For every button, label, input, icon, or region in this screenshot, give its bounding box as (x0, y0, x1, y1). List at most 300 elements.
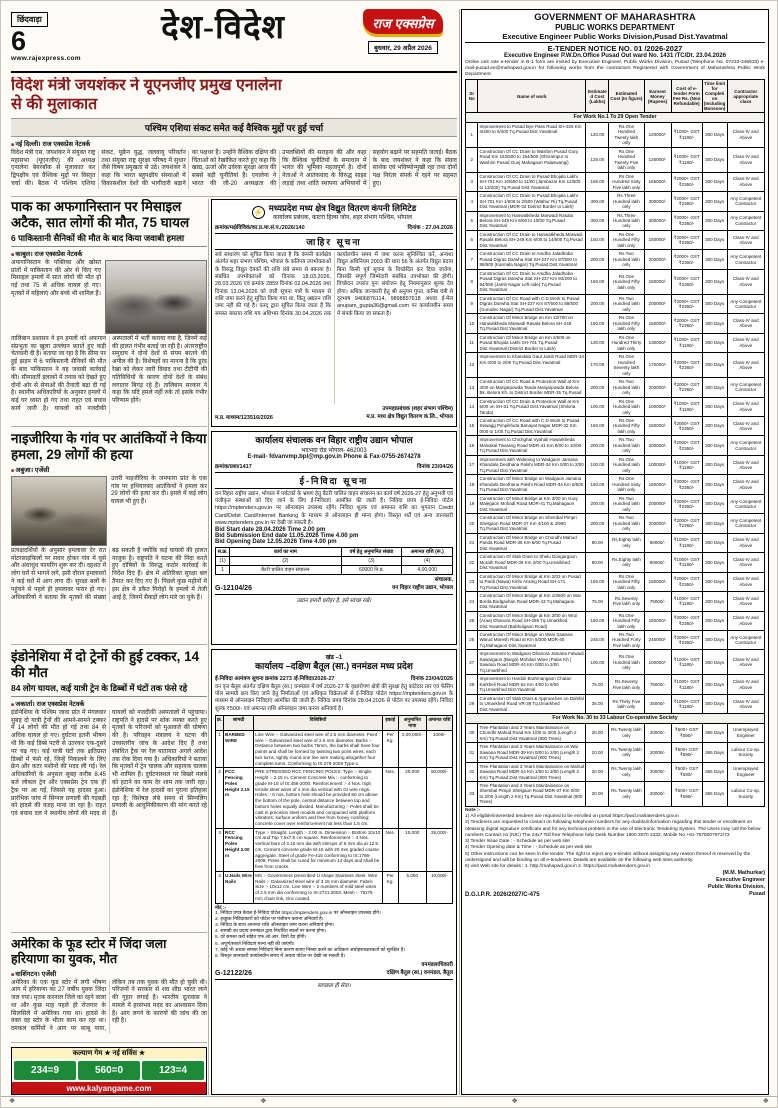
maha-emd-cell: 170000/- (644, 353, 671, 378)
maha-work-row (466, 436, 765, 455)
maha-work-row (466, 172, 765, 191)
maha-fee-cell: ₹2000+ GST ₹2360/- (671, 514, 702, 533)
maha-days-cell: 300 Days (702, 294, 727, 313)
maha-costwords-cell: Rs.One Hundred Fifty lakh only (609, 314, 644, 333)
maha-sr-cell: 10 (466, 314, 478, 333)
signatory-line: वनमंडलाधिकारी (421, 962, 453, 969)
maha-cost-cell: 200.00 (586, 294, 609, 313)
maha-fee-cell: ₹500+ GST ₹590/- (671, 762, 702, 781)
maha-days-cell: 300 Days (702, 250, 727, 269)
maha-class-cell: Labour Co-op. Society (727, 781, 764, 806)
maha-costwords-cell: Rs.One Hundred Fifty lakh only (609, 417, 644, 436)
article-america-fire (11, 937, 207, 1043)
maha-fee-cell: ₹2000+ GST ₹2360/- (671, 172, 702, 191)
maha-emd-cell: 150000/- (644, 611, 671, 630)
lottery-website-link[interactable]: www.kalyangame.com (12, 1082, 206, 1094)
vanvihar-table-header-row (216, 548, 453, 557)
maha-class-cell: Class-IV and Above (727, 333, 764, 352)
maha-cost-cell: 165.00 (586, 172, 609, 191)
pak-subhead: 6 पाकिस्तानी सैनिकों की मौत के बाद किया जवाबी हमला (11, 233, 207, 247)
maha-header-cell: Estimated Cost (In figure) (609, 80, 644, 113)
maha-fee-cell: ₹1000+ GST ₹1180/- (671, 333, 702, 352)
electricity-public-notice (211, 199, 457, 427)
maha-days-cell: 300 Days (702, 397, 727, 416)
betul-emd-cell: 50,000/- (426, 768, 452, 828)
maha-cost-cell: 200.00 (586, 436, 609, 455)
maha-cost-cell: 160.00 (586, 475, 609, 494)
lead-byline: ■ नई दिल्ली। राज एक्सप्रेस नेटवर्क (11, 139, 457, 148)
maha-days-cell: 300 Days (702, 514, 727, 533)
maha-cost-cell: 100.00 (586, 455, 609, 474)
maha-class-cell: Any Competent Contractor (727, 436, 764, 455)
vanvihar-tender-notice (211, 431, 457, 645)
betul-unit-cell: Per Kg. (382, 730, 398, 767)
signatory-line: उपमहाप्रबंधक (शहर संभाग पश्चिम) (382, 406, 453, 413)
maha-workname-cell: Construction Of Slab Drain to Shelu Dongargaon Morath Road MDR-39 Km 2/00 Tq.Umarkhed Dist.Yavatmal (478, 553, 586, 572)
betul-table-header-row (216, 715, 453, 730)
maha-cost-cell: 130.00 (586, 333, 609, 352)
betul-material-row (216, 871, 453, 903)
maha-fee-cell: ₹2000+ GST ₹2360/- (671, 417, 702, 436)
footer-ornament-icon: ❖ (9, 1098, 16, 1105)
betul-material-cell: RCC Fencing Poles Height 2.00 m (224, 828, 254, 871)
maha-class-cell: Any Competent Contractor (727, 211, 764, 230)
betul-ad-code: G-12122/26 (215, 970, 252, 978)
maha-work-row (466, 250, 765, 269)
maha-emd-cell: 100000/- (644, 650, 671, 675)
maha-fee-cell: ₹1000+ GST ₹1180/- (671, 147, 702, 172)
maha-costwords-cell: Rs.One Hundred Thirty lakh only (609, 333, 644, 352)
issue-date: बुधवार, 29 अप्रैल 2026 (368, 41, 438, 54)
maha-costwords-cell: Rs.Two Hundred Forty Five lakh only (609, 630, 644, 649)
maha-cost-cell: 150.00 (586, 611, 609, 630)
maha-class-cell: Class-IV and Above (727, 650, 764, 675)
maha-emd-cell: 245000/- (644, 630, 671, 649)
maha-costwords-cell: Rs.Twenty lakh only (609, 762, 644, 781)
betul-note-item: 8. विस्तृत जानकारी कार्यालयीन समय में अथवा पोर्टल पर देखी जा सकती है। (215, 954, 346, 960)
bid-schedule-line: Bid Start date 28.04.2026 Time 2.00 pm (215, 527, 326, 534)
vanvihar-header-cell: स.क्र. (216, 548, 230, 557)
maha-workname-cell: Improvement to Hardoli Brahmangaon Chatari Karkheli Road MDR-62 Km 4/00 to 6/00 Tq.Umarkhed Dist.Yavatmal (478, 675, 586, 694)
maha-days-cell: 300 Days (702, 533, 727, 552)
vanvihar-slogan: उद्यान हमारी धरोहर है, इसे स्वच्छ रखें। (215, 594, 453, 604)
vanvihar-table (215, 547, 453, 575)
maha-work-row (466, 723, 765, 742)
edition-label: छिंदवाड़ा (11, 12, 48, 27)
maha-fee-cell: ₹500+ GST ₹590/- (671, 781, 702, 806)
pak-byline: ■ काबुल। राज एक्सप्रेस नेटवर्क (11, 249, 207, 258)
maha-days-cell: 365 Days (702, 781, 727, 806)
maha-class-cell: Class-IV and Above (727, 553, 764, 572)
maha-days-cell: 365 Days (702, 743, 727, 762)
maha-header-cell: Cost of e-tender Form Fee Rs. (Non Refundable) (671, 80, 702, 113)
maha-division-line: Executive Engineer Public Works Division,Pusad Dist.Yavatmal (465, 32, 765, 43)
maha-workname-cell: Construction Of Minor Bridge at Km 3/00 on Wrui (Araa) Dhanora Road SH-259 Tq.Umarkhed Dist.Yavatmal (Babhulgaon Road) (478, 611, 586, 630)
electricity-notice-title: मध्यप्रदेश मध्य क्षेत्र विद्युत वितरण कंपनी लिमिटेड (268, 203, 417, 213)
maha-workname-cell: Construction Of Minor Bridge at Km 2/03 on Pusad to Pardi (Nawa) Kinhi Ansing Road SH-171 Tq.Pusad Dist.Yavatmal (478, 572, 586, 591)
maha-workname-cell: Construction Of CC Drain to Amdha Jaladhaba Pusad Digras Darwha Stat SH-237 Km 87/500 to 88/500 (Karmala Nagar) Tq.Pusad Dist.Yavatmal (478, 250, 586, 269)
betul-note-item: 5. दरें समस्त करों सहित एफ.ओ.आर. डिपो देय होंगी। (215, 935, 307, 941)
maha-sr-cell: 3 (466, 172, 478, 191)
pak-body: तालिबान प्रशासन ने इन हमलों को अफगान संप्रभुता का खुला उल्लंघन बताते हुए कड़ी चेतावनी दी है। बताया जा रहा है कि सीमा पर हुई झड़प में 6 पाकिस्तानी सैनिकों की मौत के बाद पाकिस्तान ने यह जवाबी कार्रवाई की। सीमावर्ती इलाकों में तनाव को देखते हुए दोनों ओर से सेनाओं की तैनाती बढ़ा दी गई है। स्थानीय अधिकारियों के अनुसार हमलों में कई घर ध्वस्त हो गए तथा राहत एवं बचाव कार्य जारी है। घायलों को नजदीकी अस्पतालों में भर्ती कराया गया है, जिनमें कई की हालत गंभीर बताई जा रही है। अंतरराष्ट्रीय समुदाय ने दोनों देशों से संयम बरतने की अपील की है। विशेषज्ञों का मानना है कि डूरंड रेखा को लेकर जारी विवाद तथा टीटीपी की गतिविधियों के कारण दोनों देशों के संबंध लगातार बिगड़ रहे हैं। तालिबान सरकार ने कहा कि यदि हमले नहीं रुके तो इसके गंभीर परिणाम होंगे। (11, 335, 207, 413)
maha-work-row (466, 211, 765, 230)
maha-days-cell: 300 Days (702, 436, 727, 455)
maha-sr-cell: 18 (466, 475, 478, 494)
maha-days-cell: 300 Days (702, 475, 727, 494)
betul-ref-number: ई-निविदा आमंत्रण सूचना क्रमांक 2273 /ई-निविदा/2026-27 (215, 675, 335, 682)
maha-cost-cell: 75.00 (586, 675, 609, 694)
vanvihar-index-cell: (4) (402, 557, 453, 566)
maha-cost-cell: 20.00 (586, 762, 609, 781)
maha-class-cell: Any Competent Contractor (727, 250, 764, 269)
maha-costwords-cell: Rs.Seventy Five lakh only (609, 675, 644, 694)
maha-fee-cell: ₹2000+ GST ₹2360/- (671, 211, 702, 230)
maha-fee-cell: ₹2000+ GST ₹2360/- (671, 630, 702, 649)
maha-cost-cell: 20.00 (586, 723, 609, 742)
maha-note-item: 4) Tender Opening date & Time : - Schedule as per web site (465, 845, 593, 851)
page-footer (1, 1096, 777, 1105)
maha-class-cell: Any Competent Contractor (727, 378, 764, 397)
betul-qty-cell: 15,000 (398, 828, 426, 871)
maha-workname-cell: Tree Plantation and 3 Years Maintainance on Mahud Sawana Road MDR-24 Km 1/00 to 3/00 (Length 2 Km) Tq.Pusad Dist.Yavatmal (800 Trees) (479, 763, 585, 780)
betul-header-cell: अमानत राशि (426, 715, 452, 730)
betul-slogan: स्वच्छता ही सेवा। (215, 979, 453, 989)
article-nigeria-attack (11, 431, 207, 645)
maha-class-cell: Class-IV and Above (727, 694, 764, 713)
maha-days-cell: 300 Days (702, 553, 727, 572)
article-indonesia-trains (11, 649, 207, 933)
electricity-notice-body: सर्व साधारण को सूचित किया जाता है कि कंपनी कार्यक्षेत्र अंतर्गत शहर संभाग पश्चिम, भोपाल के कतिपय उपभोक्ताओं के विरुद्ध विद्युत देयकों की राशि लंबे समय से बकाया है। संबंधित उपभोक्ताओं को दिनांक 18.03.2026, 28.03.2026 एवं क्रमांक 2859 दिनांक 02.04.2026 तथा दिनांक 13.04.2026 को जारी सूचना पत्रों के माध्यम से राशि जमा करने हेतु सूचित किया गया था, किंतु अद्यतन राशि जमा नहीं की गई है। एतद् द्वारा सूचित किया जाता है कि समस्त बकाया राशि मय अधिभार दिनांक 30.04.2026 तक कार्यालयीन समय में जमा करना सुनिश्चित करें, अन्यथा विद्युत अधिनियम 2003 की धारा 56 के अंतर्गत विद्युत प्रदाय बिना किसी पूर्व सूचना के विच्छेदित कर दिया जावेगा, जिसकी संपूर्ण जिम्मेदारी संबंधित उपभोक्ता की होगी। विच्छेदन उपरांत पुनः संयोजन हेतु नियमानुसार शुल्क देय होगा। अधिक जानकारी हेतु श्री अनुपम गुप्ता, कनिष्ठ यंत्री से दूरभाष 9406876114, 9898897618 अथवा ई-मेल anupam_gupta36@gmail.com पर कार्यालयीन समय में संपर्क किया जा सकता है। (215, 252, 453, 317)
signatory-line: दक्षिण बैतूल (सा.) वनमंडल, बैतूल (386, 969, 453, 976)
maha-cost-cell: 100.00 (586, 397, 609, 416)
maha-cost-cell: 200.00 (586, 514, 609, 533)
maha-class-cell: Any Competent Contractor (727, 514, 764, 533)
maha-work-row (466, 533, 765, 552)
maha-work-row (466, 514, 765, 533)
maha-emd-cell: 160000/- (644, 475, 671, 494)
vanvihar-index-cell: (1) (216, 557, 230, 566)
maha-costwords-cell: Rs.Twenty lakh only (609, 781, 644, 806)
betul-material-cell: BARBED WIRE (224, 730, 254, 767)
lottery-ad (11, 1047, 207, 1095)
maha-workname-cell: Construction Of CC Drain to Washim Pusad Gunj Road Km 153/500 to 154/500 (Shrirampur to Washim Pusad Gunj Mahagaon Palaswangi) (478, 147, 586, 172)
maha-work-row (466, 192, 765, 211)
maha-emd-cell: 300000/- (644, 211, 671, 230)
maha-workname-cell: Tree Plantation and 3 Years Maintainance on Shembal Pimpri Shelgaon Road MDR-37 Km 0/00 to 2/00 (Length 2 Km) Tq.Pusad Dist.Yavatmal (800 Trees) (478, 781, 586, 806)
signatory-line: Pusad (749, 890, 765, 897)
signatory-line: संचालक, (434, 577, 453, 584)
maha-cost-cell: 35.00 (586, 694, 609, 713)
maha-class-cell: Class-IV and Above (727, 592, 764, 611)
maha-days-cell: 300 Days (702, 455, 727, 474)
maha-cost-cell: 80.00 (586, 553, 609, 572)
maha-work-row (466, 333, 765, 352)
maha-note-item: 2) Tenderers are requested to contact on following telephone numbers for any doubts/information regarding this tender or enrollment on obtaining digital signature certificate and for any technical problem in the use of Electronic Tendering System. The Users may call the below numbers Contact no (NIC) The 24x7 Toll free Telephone help Desk Number 1800 3070 2232, Mobile No +91-7878007972/73 (465, 820, 761, 838)
vanvihar-index-cell: (2) (230, 557, 341, 566)
maha-work-row (466, 553, 765, 572)
maha-sr-cell: 27 (466, 650, 478, 675)
maha-workname-cell: Construction Of Minor Bridge on Wani Sawana Warud Maresh Road at Km 5/300 MDR-40 Tq.Mahagaon Dist.Yavatmal (478, 630, 586, 649)
maha-costwords-cell: Rs.Eighty lakh only (609, 533, 644, 552)
betul-emd-cell: 25,000/- (426, 828, 452, 871)
maha-costwords-cell: Rs.Two Hundred lakh only (609, 494, 644, 513)
maha-cost-cell: 100.00 (586, 650, 609, 675)
maha-emd-cell: 80000/- (644, 533, 671, 552)
vanvihar-header-cell: अमानत राशि (रू.) (402, 548, 453, 557)
betul-qty-cell: 2,00,000/- (398, 730, 426, 767)
maha-cost-cell: 150.00 (586, 572, 609, 591)
maha-sr-cell: 16 (466, 436, 478, 455)
maha-sr-cell: 21 (466, 533, 478, 552)
betul-part-label: खंड –1 (325, 655, 343, 661)
maha-sr-cell: 29 (466, 694, 478, 713)
maha-sr-cell: 1 (466, 122, 478, 147)
maha-cost-cell: 150.00 (586, 417, 609, 436)
betul-material-row (216, 828, 453, 871)
maha-work-row (466, 650, 765, 675)
maha-sr-cell: 5 (466, 211, 478, 230)
maha-costwords-cell: Rs.Two Hundred lakh only (609, 250, 644, 269)
maha-days-cell: 300 Days (702, 675, 727, 694)
maha-work-row (466, 630, 765, 649)
maha-sr-cell: 19 (466, 494, 478, 513)
maha-fee-cell: ₹1000+ GST ₹1180/- (671, 397, 702, 416)
indonesia-subhead: 84 लोग घायल, कई यात्री ट्रेन के डिब्बों में घंटों तक फंसे रहे (11, 683, 207, 697)
maha-dept-line: PUBLIC WORKS DEPARTMENT (555, 23, 675, 32)
maha-sr-cell: 13 (466, 378, 478, 397)
maha-costwords-cell: Rs.Twenty lakh only (609, 743, 644, 762)
maha-sr-cell: 25 (466, 611, 478, 630)
maha-work-row (466, 294, 765, 313)
maha-days-cell: 300 Days (702, 122, 727, 147)
maha-fee-cell: ₹1000+ GST ₹1180/- (671, 592, 702, 611)
maha-notes-list (465, 814, 765, 870)
maha-sr-cell: 30 (466, 723, 478, 742)
maha-cost-cell: 200.00 (586, 494, 609, 513)
maha-sr-cell: 7 (466, 250, 478, 269)
maha-emd-cell: 150000/- (644, 230, 671, 249)
betul-table-body (216, 730, 453, 903)
maha-workname-cell: Construction Of CC Drain to Amdha Jaladhaba Pusad Digras Darwha Stat SH-237 Km 94/200 to 94/550 (Jamb Nagar Left side) Tq.Pusad Dist.Yavatmal (478, 269, 586, 294)
maha-emd-cell: 200000/- (644, 514, 671, 533)
maha-cost-cell: 300.00 (586, 192, 609, 211)
maha-cost-cell: 80.00 (586, 533, 609, 552)
vanvihar-emd-cell: 4,00,000 (402, 566, 453, 575)
nigeria-headline: नाइजीरिया के गांव पर आतंकियों ने किया हमला, 29 लोगों की हत्या (11, 431, 207, 462)
betul-signatory (387, 962, 453, 977)
maha-fee-cell: ₹500+ GST ₹590/- (671, 723, 702, 742)
pak-headline: पाक का अफगानिस्तान पर मिसाइल अटैक, सात लोगों की मौत, 75 घायल (11, 199, 190, 230)
betul-header-cell: सामग्री (224, 715, 254, 730)
maharashtra-pwd-tender (461, 9, 769, 1095)
maha-sr-cell: 32 (466, 762, 478, 781)
maha-emd-cell: 200000/- (644, 294, 671, 313)
bid-schedule-line: Bid Opening Date 12.05.2026 Time 4.00 pm (215, 539, 337, 546)
maha-work-row (466, 675, 765, 694)
maha-work-row (466, 572, 765, 591)
betul-spec-cell: MS :- Government prescribed U shape Stainless Steel. Wire Nails :- Galvanized steel wire of 3.15 mm diameter. Fabric Size :- 10x12 cm. Line Wire :- 2 numbers of mild steel wires of 2.5 mm dia conforming to IS-2721:2003. Mesh :- 75x75 mm chain link, zinc coated. (254, 871, 383, 903)
maha-works-table (465, 79, 765, 807)
maha-sr-cell: 11 (466, 333, 478, 352)
maha-intro: Online unit rate e-tender in B-1 form are invited by Executive Engineer, Public Works Division, Pusad (Telephone No. 07233-246533) e-mail-pusad.ee@mahapwd.gov.in for following works from the contractors Registered with Government of Maharashtra Public Work Department. (465, 60, 765, 78)
maha-class-cell: Class-IV and Above (727, 475, 764, 494)
vanvihar-email-link[interactable]: E-mail- fdvanvmp.bpl@mp.gov.in Phone & Fax-0755-2674278 (247, 453, 421, 460)
maha-fee-cell: ₹1000+ GST ₹1180/- (671, 122, 702, 147)
maha-work-row (466, 378, 765, 397)
betul-sr-cell: 4 (216, 871, 224, 903)
maha-class-cell: Class-IV and Above (727, 675, 764, 694)
electricity-company-logo-icon: ⚡ (253, 207, 264, 217)
maha-class-cell: Any Competent Contractor (727, 192, 764, 211)
maha-costwords-cell: Rs.One Hundred lakh only (609, 397, 644, 416)
newspaper-website-link[interactable]: www.rajexpress.com (11, 55, 81, 63)
betul-qty-cell: 25,000 (398, 768, 426, 828)
maha-header-cell: Estimated Cost (Lakhs) (586, 80, 609, 113)
maha-class-cell: Class-IV and Above (727, 417, 764, 436)
maha-emd-cell: 75000/- (644, 675, 671, 694)
maha-days-cell: 365 Days (702, 723, 727, 742)
bid-schedule-line: Bid Submission End date 11.05.2026 Time 4.00 pm (215, 533, 359, 540)
nigeria-lede: उत्तरी नाइजीरिया के जमफारा प्रांत के एक गांव पर हथियारबंद आतंकियों ने हमला कर 29 लोगों की हत्या कर दी। हमले में कई लोग घायल भी हुए हैं। (111, 475, 207, 506)
maha-emd-cell: 150000/- (644, 314, 671, 333)
lottery-number-cell: 560=0 (78, 1061, 140, 1080)
maha-fee-cell: ₹2000+ GST ₹2360/- (671, 475, 702, 494)
maha-emd-cell: 20000/- (644, 762, 671, 781)
betul-intro: वन वृत्त बैतूल अंतर्गत दक्षिण बैतूल (सा.) वनमंडल में वर्ष 2026-27 के वृक्षारोपण क्षेत्रों की सुरक्षा हेतु कांटेदार तार एवं फेंसिंग पोल सामग्री क्रय किए जाने हेतु निर्माताओं एवं अधिकृत विक्रेताओं से ई-निविदा पोर्टल https://mptenders.gov.in के माध्यम से ऑनलाइन निविदाएं आमंत्रित की जाती हैं। निविदा प्रपत्र दिनांक 28.04.2026 से पोर्टल पर उपलब्ध रहेंगे। निविदा शुल्क ₹500/- एवं अमानत राशि ऑनलाइन जमा करना अनिवार्य है। (215, 683, 453, 712)
newspaper-header (11, 9, 457, 73)
maha-labour-rows (466, 723, 765, 806)
signatory-line: Public Works Division, (707, 884, 765, 891)
maha-emd-cell: 120000/- (644, 122, 671, 147)
maha-costwords-cell: Rs.Thirty Five lakh only (609, 694, 644, 713)
america-body: अमेरिका के एक फूड स्टोर में लगी भीषण आग में हरियाणा का 27 वर्षीय युवक जिंदा जल गया। मृतक करनाल जिले का रहने वाला था और कुछ माह पहले ही रोजगार के सिलसिले में अमेरिका गया था। हादसे के वक्त वह स्टोर के भीतर काम कर रहा था। दमकल कर्मियों ने आग पर काबू पाया, लेकिन तब तक युवक की मौत हो चुकी थी। परिजनों ने सरकार से शव शीघ्र भारत लाने की गुहार लगाई है। भारतीय दूतावास ने मामले में हरसंभव मदद का आश्वासन दिया है। आग लगने के कारणों की जांच की जा रही है। (11, 979, 207, 1033)
betul-note-item: 2. इच्छुक निविदाकारों को पोर्टल पर पंजीयन कराना अनिवार्य है। (215, 916, 324, 922)
betul-unit-cell: Per Kg. (382, 871, 398, 903)
maha-header-cell: Time limit for Completion (Including Monsoon) (703, 81, 726, 112)
betul-unit-cell: Nos. (382, 768, 398, 828)
maha-days-cell: 300 Days (702, 592, 727, 611)
maha-work-row (466, 314, 765, 333)
maha-days-cell: 365 Days (702, 762, 727, 781)
maha-work-row (466, 494, 765, 513)
maha-class-cell: Any Competent Contractor (727, 630, 764, 649)
maha-note-item: 1) All eligible/interested tenderer are required to be enrolled on portal https://pwd.mahatenders.gov.in (465, 814, 679, 820)
maha-workname-cell: Construction Of CC Drain to Pusad Bhojala Lakhi SH-701 Km 10/500 to 11/00 (Jambazar Km 12/500 to 13/200) Tq.Pusad Dist.Yavatmal (478, 172, 586, 191)
maha-class-cell: Any Competent Contractor (727, 494, 764, 513)
maha-days-cell: 300 Days (702, 147, 727, 172)
betul-note-item: 4. सामग्री का प्रदाय वनमंडल द्वारा निर्धारित स्थलों पर करना होगा। (215, 929, 327, 935)
betul-unit-cell: Nos. (382, 828, 398, 871)
maha-class-cell: Class-IV and Above (727, 455, 764, 474)
maha-cost-cell: 20.00 (586, 781, 609, 806)
maha-emd-cell: 20000/- (644, 743, 671, 762)
maha-table-header-row (466, 80, 765, 113)
lottery-ad-heading: कल्याण गेम ★ नई सर्विस ★ (12, 1048, 206, 1059)
maha-days-cell: 300 Days (702, 172, 727, 191)
vanvihar-work-cell: बैटरी चालित वाहन संचालन (230, 566, 341, 575)
maha-costwords-cell: Rs.One Hundred lakh only (609, 455, 644, 474)
betul-note-item: 1. निविदा प्रपत्र केवल ई-निविदा पोर्टल https://mptenders.gov.in पर ऑनलाइन उपलब्ध होंगे। (215, 910, 381, 916)
maha-sr-cell: 12 (466, 353, 478, 378)
maha-work-row (466, 592, 765, 611)
maha-costwords-cell: Rs.One Hundred Sixty Five lakh only (609, 172, 644, 191)
maha-emd-cell: 20000/- (644, 723, 671, 742)
indonesia-byline: ■ जकार्ता। राज एक्सप्रेस नेटवर्क (11, 699, 207, 708)
maha-workname-cell: Construction Of CC Road with C.D.Work to Pusad Sewagg Pimpikhuta Banayat Nagar MDR-32 Km 0/00 to 1/00 Tq.Pusad Dist.Yavatmal (478, 417, 586, 436)
maha-emd-cell: 80000/- (644, 553, 671, 572)
vanvihar-ad-code: G-12104/26 (215, 585, 252, 593)
maha-fee-cell: ₹2000+ GST ₹2360/- (671, 572, 702, 591)
maha-class-cell: Class-IV and Above (727, 611, 764, 630)
maha-costwords-cell: Rs.One Hundred Seventy lakh only (609, 353, 644, 378)
maha-workname-cell: Improvement with Widening to Wadgaon Jamana Khandala Deothana Palshi MDR-34 Km 0/00 to 2/00 Tq.Pusad Dist.Yavatmal (478, 455, 586, 474)
maha-header-cell: Sr No (466, 80, 478, 113)
vanvihar-index-cell: (3) (341, 557, 402, 566)
maha-sr-cell: 9 (466, 294, 478, 313)
signatory-line: म.प्र. मध्य क्षेत्र विद्युत वितरण कं.लि., भोपाल (366, 413, 453, 420)
maha-days-cell: 300 Days (702, 378, 727, 397)
maha-header-cell: Name of work (478, 80, 586, 113)
maha-sr-cell: 33 (466, 781, 478, 806)
maha-emd-cell: 300000/- (644, 192, 671, 211)
maha-days-cell: 300 Days (702, 211, 727, 230)
maha-open-rows (466, 122, 765, 714)
maha-class-cell: Any Competent Contractor (727, 294, 764, 313)
maha-work-row (466, 781, 765, 806)
brand-block (349, 9, 457, 55)
maha-costwords-cell: Rs.Two Hundred lakh only (609, 436, 644, 455)
maha-workname-cell: Improvement to Pusad Bye Pass Road SH-326 Km 4/400 to 5/400 Tq.Pusad Dist.Yavatmal (478, 122, 586, 147)
maha-work-row (466, 397, 765, 416)
maha-class-cell: Unemployed Engineer (727, 762, 764, 781)
footer-ornament-icon: ❖ (260, 1098, 267, 1105)
footer-ornament-icon: ❖ (762, 1098, 769, 1105)
vanvihar-data-row (216, 566, 453, 575)
lead-body: विदेश मंत्री एस. जयशंकर ने संयुक्त राष्ट्र महासभा (यूएनजीए) की अध्यक्ष एनालेना बेयरबॉक से मुलाकात कर द्विपक्षीय एवं वैश्विक मुद्दों पर विस्तृत चर्चा की। बैठक में पश्चिम एशिया संकट, यूक्रेन युद्ध, जलवायु परिवर्तन तथा संयुक्त राष्ट्र सुरक्षा परिषद में सुधार जैसे विषय प्रमुखता से उठे। जयशंकर ने कहा कि भारत बहुपक्षीय संस्थाओं में विकासशील देशों की भागीदारी बढ़ाने का पक्षधर है। उन्होंने वैश्विक दक्षिण की चिंताओं को रेखांकित करते हुए कहा कि खाद्य, ऊर्जा और उर्वरक सुरक्षा आज की सबसे बड़ी चुनौतियां हैं। एनालेना ने भारत की जी-20 अध्यक्षता की उपलब्धियों की सराहना की और कहा कि वैश्विक चुनौतियों के समाधान में भारत की भूमिका महत्वपूर्ण है। दोनों नेताओं ने आतंकवाद के विरुद्ध साझा लड़ाई तथा शांति स्थापना अभियानों में सहयोग बढ़ाने पर सहमति जताई। बैठक के बाद जयशंकर ने कहा कि संवाद सार्थक एवं भविष्योन्मुखी रहा तथा दोनों पक्ष निरंतर संपर्क में रहने पर सहमत हुए। (11, 149, 457, 187)
vanvihar-body: वन विहार राष्ट्रीय उद्यान, भोपाल में पर्यटकों के भ्रमण हेतु बैटरी चालित वाहन संचालन का कार्य वर्ष 2026-27 हेतु अनुभवी एवं पंजीकृत संस्थाओं को दिए जाने के लिए ई-निविदाएं आमंत्रित की जाती हैं। निविदा प्रपत्र ई-निविदा पोर्टल https://mptenders.gov.in पर ऑनलाइन उपलब्ध रहेंगे। निविदा शुल्क एवं अमानत राशि का भुगतान Credit Card/Debit Card/Internet Banking के माध्यम से ऑनलाइन ही मान्य होगा। विस्तृत शर्तें एवं अन्य जानकारी www.mptenders.gov.in पर देखी जा सकती है। (215, 490, 453, 526)
maha-days-cell: 300 Days (702, 192, 727, 211)
maha-workname-cell: Construction Of CC Drain to Pusad Bhojala Lakhi SH-701 Km 1/500 to 2/500 (Wathur Ri) Tq.Pusad Dist.Yavatmal (MDR-32 District Border to Lakh) (478, 192, 586, 211)
maha-costwords-cell: Rs.Seventy Five lakh only (609, 592, 644, 611)
betul-date: दिनांक 23/04/2026 (410, 675, 453, 682)
betul-material-table (215, 715, 453, 904)
nigeria-body: प्रत्यक्षदर्शियों के अनुसार हमलावर देर रात मोटरसाइकिलों पर सवार होकर गांव में घुसे और अंधाधुंध फायरिंग शुरू कर दी। दहशत में लोग घरों से भागने लगे, इसी दौरान हमलावरों ने कई घरों में आग लगा दी। सुरक्षा बलों के पहुंचने से पहले ही हमलावर फरार हो गए। अधिकारियों ने बताया कि मृतकों की संख्या बढ़ सकती है क्योंकि कई घायलों की हालत नाजुक है। राष्ट्रपति ने घटना की निंदा करते हुए दोषियों के विरुद्ध कठोर कार्रवाई के निर्देश दिए हैं। क्षेत्र में अतिरिक्त सुरक्षा बल तैनात कर दिए गए हैं। पिछले कुछ महीनों में इस क्षेत्र में डकैत गिरोहों के हमलों में तेजी आई है, जिनमें सैकड़ों लोग मारे जा चुके हैं। (11, 547, 207, 601)
betul-material-row (216, 768, 453, 828)
maha-workname-cell: Construction Of CC Road & Protection Wall at Km 4/00 on Manjarpowda Tanda Manjarpowda Belora Bk. Belora Kh. to District Border MDR-35 Tq.Pusad (478, 378, 586, 397)
maha-days-cell: 300 Days (702, 611, 727, 630)
maha-costwords-cell: Rs.Three Hundred lakh only (609, 211, 644, 230)
betul-note-item: 6. अपूर्ण/सशर्त निविदाएं मान्य नहीं की जाएंगी। (215, 941, 295, 947)
america-byline: ■ वाशिंगटन। एजेंसी (11, 969, 207, 978)
maha-outward-line: Executive Engineer P.W.Dn.Office Pusad Out ward No. 1431 /TC/Dt. 23.04.2026 (504, 53, 726, 59)
vanvihar-date: दिनांक 23/04/26 (417, 463, 453, 470)
maha-costwords-cell: Rs.One Hundred Fifty lakh only (609, 611, 644, 630)
maha-days-cell: 300 Days (702, 314, 727, 333)
maha-fee-cell: ₹1000+ GST ₹1180/- (671, 455, 702, 474)
maha-notice-number: E-TENDER NOTICE NO. 01 /2026-2027 (547, 44, 683, 53)
maha-cost-cell: 150.00 (586, 314, 609, 333)
nigeria-byline: ■ अबुजा। एजेंसी (11, 465, 207, 474)
bid-schedule (215, 527, 453, 545)
maha-workname-cell: Construction Of Minor Bridge at Km 10/600 on Wai Borda Bodgavhan Road MDR-43 Tq.Mahagaon Dist.Yavatmal (478, 592, 586, 611)
maha-class-cell: Class-IV and Above (727, 172, 764, 191)
maha-emd-cell: 100000/- (644, 397, 671, 416)
betul-sr-cell: 2 (216, 768, 224, 828)
pak-article-photo (105, 260, 207, 334)
maha-days-cell: 300 Days (702, 353, 727, 378)
maha-costwords-cell: Rs.Two Hundred lakh only (609, 514, 644, 533)
page-number: 6 (11, 26, 27, 56)
